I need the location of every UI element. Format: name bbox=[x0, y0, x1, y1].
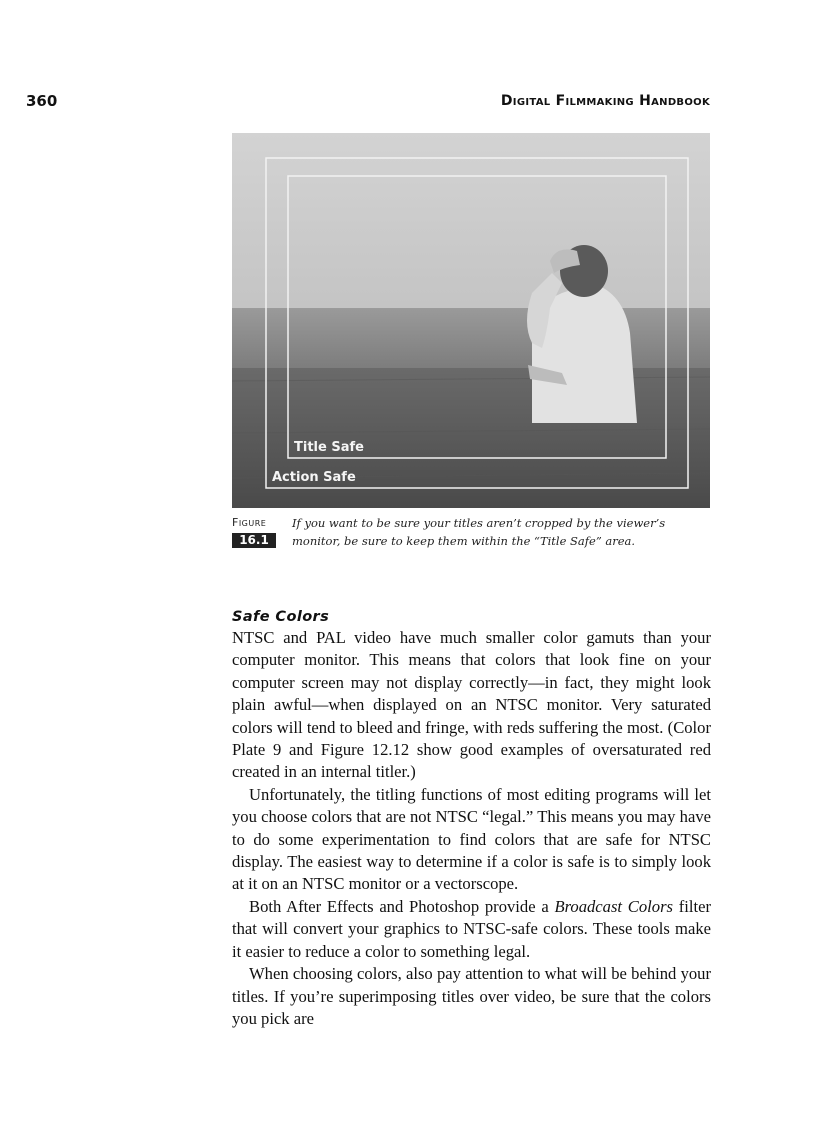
emphasis-text: Broadcast Colors bbox=[554, 896, 673, 916]
paragraph-text: filter that will convert your graphics to NTSC-safe colors. These tools make it easier to reduce a color to something legal. bbox=[232, 896, 711, 961]
sea bbox=[232, 308, 710, 368]
figure-caption: If you want to be sure your titles aren’t cropped by the viewer’s monitor, be sure to keep them within the “Title Safe” area. bbox=[292, 516, 666, 548]
sky bbox=[232, 133, 710, 308]
paragraph: NTSC and PAL video have much smaller color gamuts than your computer monitor. This means that colors that look fine on your computer screen may not display correctly—in fact, they might look plain awful—when displayed on an NTSC monitor. Very saturated colors will tend to bleed and fringe, with reds suffering the most. (Color Plate 9 and Figure 12.12 show good examples of oversaturated red created in an internal titler.) bbox=[232, 628, 711, 782]
figure-number-badge: 16.1 bbox=[232, 533, 276, 548]
title-safe-label: Title Safe bbox=[294, 440, 364, 455]
body-text bbox=[232, 627, 711, 1030]
page-number: 360 bbox=[26, 92, 58, 110]
sea-wall bbox=[232, 368, 710, 508]
section-heading: Safe Colors bbox=[232, 609, 330, 625]
paragraph: Unfortunately, the titling functions of most editing programs will let you choose colors that are not NTSC “legal.” This means you may have to do some experimentation to find colors that are safe for NTSC display. The easiest way to determine if a color is safe is to simply look at it on an NTSC monitor or a vectorscope. bbox=[232, 784, 711, 894]
figure-photo bbox=[232, 133, 710, 508]
running-head: Digital Filmmaking Handbook bbox=[500, 93, 710, 109]
action-safe-label: Action Safe bbox=[272, 470, 356, 485]
paragraph-text: Both After Effects and Photoshop provide a bbox=[249, 896, 555, 916]
paragraph: When choosing colors, also pay attention to what will be behind your titles. If you’re superimposing titles over video, be sure that the colors you pick are bbox=[232, 964, 711, 1028]
figure-image bbox=[232, 133, 710, 508]
paragraph bbox=[232, 896, 711, 963]
figure-label: Figure bbox=[232, 516, 267, 529]
